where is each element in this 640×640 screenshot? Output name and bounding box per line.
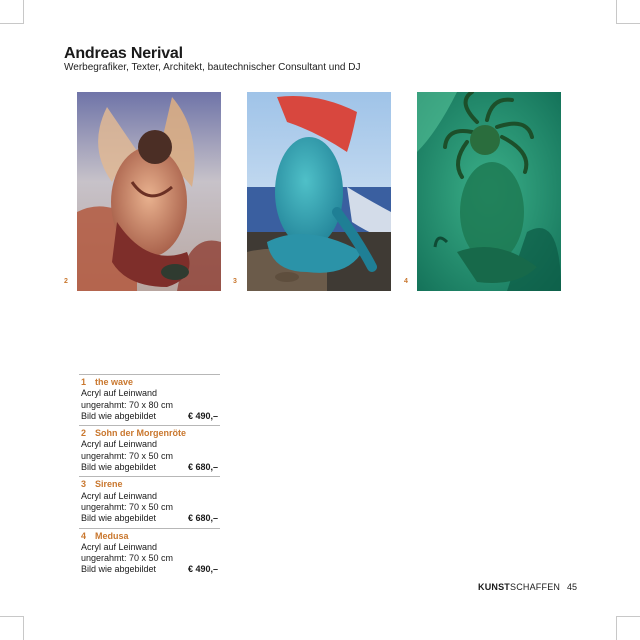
painting-medusa-green <box>417 92 561 291</box>
footer-brand-light: SCHAFFEN <box>510 582 561 592</box>
crop-mark <box>0 23 24 24</box>
painting-blue-figure-seaside <box>247 92 391 291</box>
entry-size: ungerahmt: 70 x 80 cm <box>81 399 174 410</box>
entry-size: ungerahmt: 70 x 50 cm <box>81 450 174 461</box>
artist-subtitle: Werbegrafiker, Texter, Architekt, bautechnischer Consultant und DJ <box>64 62 361 73</box>
entry-name: Medusa <box>95 530 129 541</box>
crop-mark <box>0 616 24 617</box>
entry-size: ungerahmt: 70 x 50 cm <box>81 553 174 564</box>
entry-note: Bild wie abgebildet <box>81 410 157 421</box>
entry-medium: Acryl auf Leinwand <box>81 541 158 552</box>
entry-price: € 680,– <box>187 462 218 473</box>
entry-price: € 490,– <box>187 410 218 421</box>
entry-number: 3 <box>81 479 87 490</box>
entry-price: € 490,– <box>187 564 218 575</box>
catalog-entry <box>79 477 220 528</box>
entry-number: 2 <box>81 428 87 439</box>
artist-name: Andreas Nerival <box>64 45 183 62</box>
crop-mark <box>616 23 640 24</box>
crop-mark <box>616 616 640 617</box>
page-number: 45 <box>567 582 578 592</box>
entry-price-row <box>81 462 218 473</box>
plate-number: 2 <box>64 278 68 285</box>
entry-title <box>81 428 218 439</box>
entry-number: 4 <box>81 530 87 541</box>
catalog-list <box>79 374 220 579</box>
footer-brand-bold: KUNST <box>478 582 510 592</box>
plate-number: 4 <box>404 278 408 285</box>
entry-title <box>81 479 218 490</box>
footer-brand <box>478 582 560 592</box>
entry-title <box>81 377 218 388</box>
entry-title <box>81 531 218 542</box>
entry-name: the wave <box>95 377 134 387</box>
entry-name: Sirene <box>95 479 123 490</box>
crop-mark <box>616 616 617 640</box>
catalog-entry <box>79 426 220 477</box>
entry-size: ungerahmt: 70 x 50 cm <box>81 501 174 512</box>
entry-medium: Acryl auf Leinwand <box>81 388 158 399</box>
painting-medusa-green-image <box>417 92 561 291</box>
plate-number: 3 <box>233 278 237 285</box>
painting-winged-figure <box>77 92 221 291</box>
entry-price-row <box>81 513 218 524</box>
entry-note: Bild wie abgebildet <box>81 564 157 575</box>
catalog-entry <box>79 375 220 426</box>
entry-medium: Acryl auf Leinwand <box>81 439 158 450</box>
crop-mark <box>616 0 617 24</box>
crop-mark <box>23 616 24 640</box>
entry-medium: Acryl auf Leinwand <box>81 490 158 501</box>
entry-note: Bild wie abgebildet <box>81 462 157 473</box>
entry-price-row <box>81 564 218 575</box>
entry-number: 1 <box>81 377 87 387</box>
painting-blue-figure-seaside-image <box>247 92 391 291</box>
entry-price: € 680,– <box>187 513 218 524</box>
entry-name: Sohn der Morgenröte <box>95 428 187 439</box>
entry-note: Bild wie abgebildet <box>81 513 157 524</box>
entry-price-row <box>81 411 218 422</box>
painting-winged-figure-image <box>77 92 221 291</box>
crop-mark <box>23 0 24 24</box>
catalog-entry <box>79 529 220 579</box>
